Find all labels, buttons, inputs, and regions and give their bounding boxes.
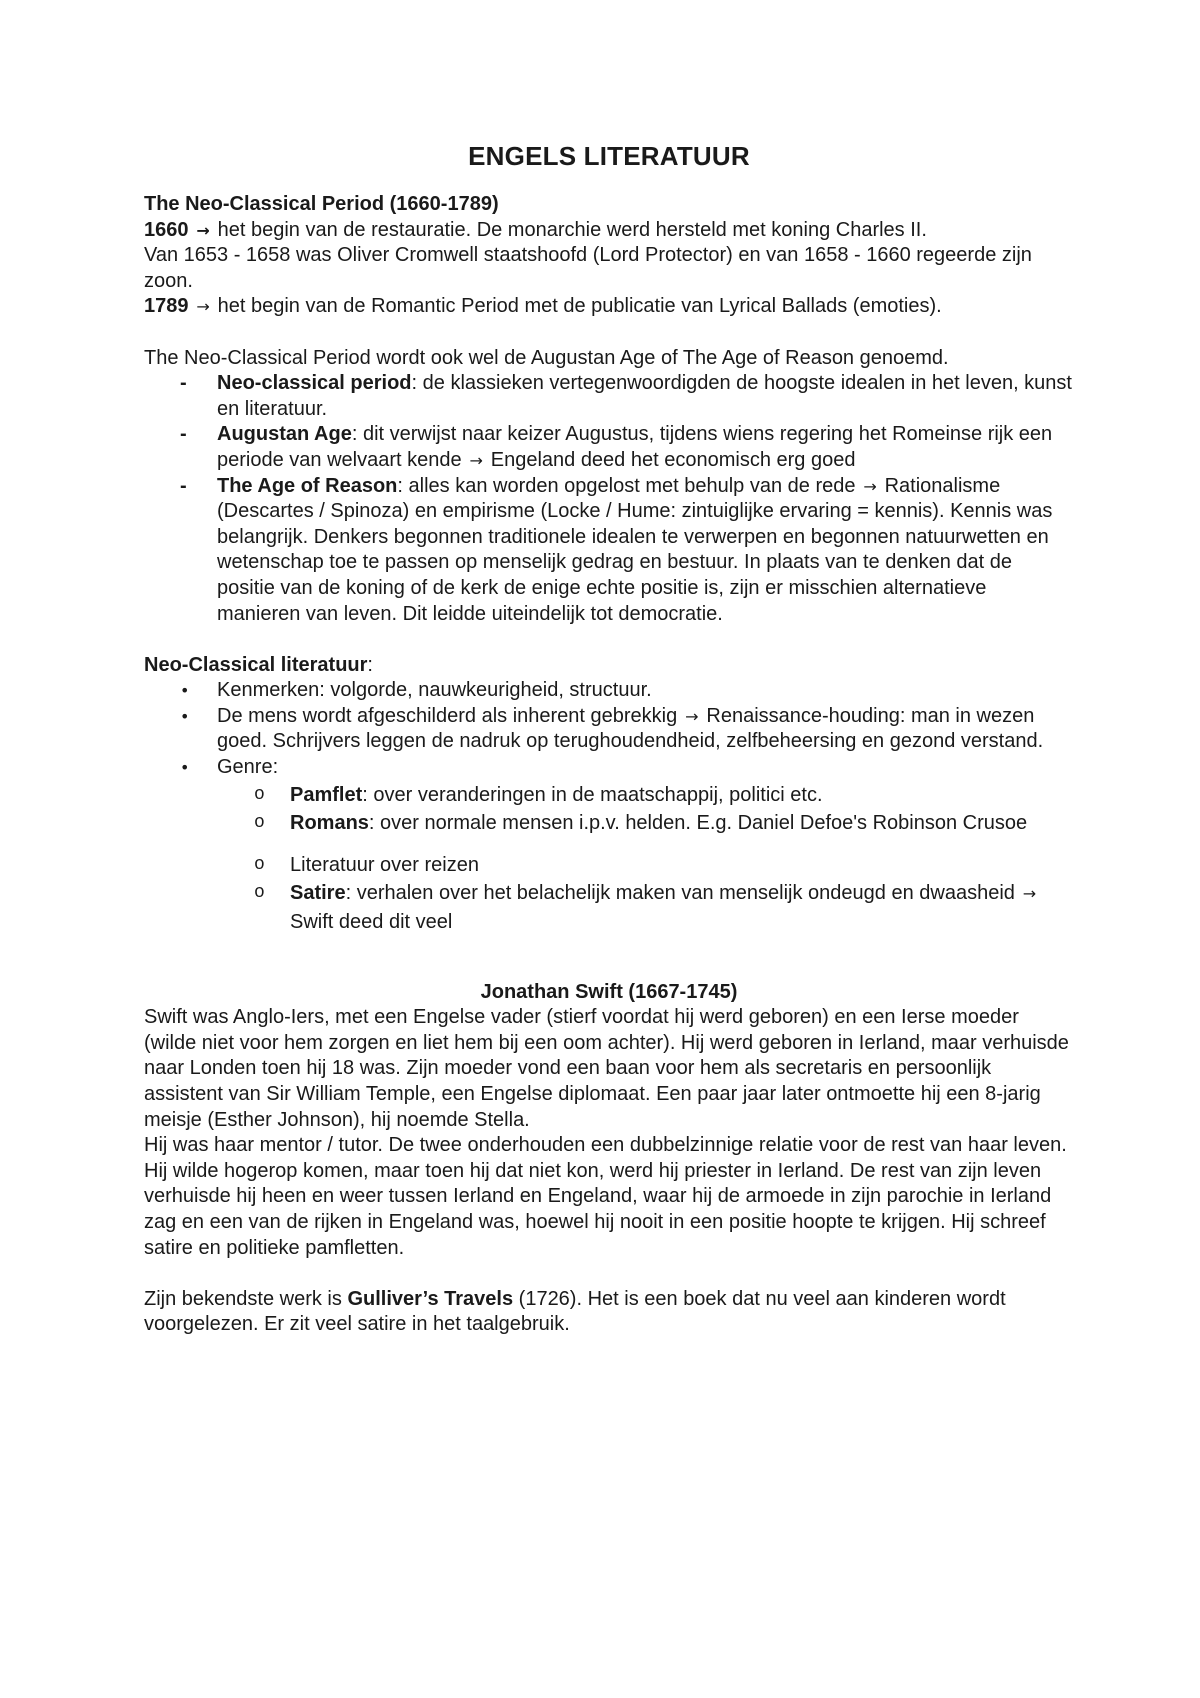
genre-list: [144, 781, 1074, 936]
term: Pamflet: [290, 783, 363, 806]
circle-marker: o: [254, 854, 265, 875]
term: Neo-classical period: [217, 372, 412, 395]
bullet-text-continued: Renaissance-houding: man in wezen goed. Schrijvers leggen de nadruk op terughoudendheid, zelfbeheersing en gezond verstand.: [217, 704, 1044, 753]
section-heading-literature: Neo-Classical literatuur:: [144, 653, 373, 676]
term: Augustan Age: [217, 423, 352, 446]
definition-continued: Engeland deed het economisch erg goed: [490, 448, 856, 471]
term: The Age of Reason: [217, 474, 398, 497]
year-1789-text: het begin van de Romantic Period met de publicatie van Lyrical Ballads (emoties).: [217, 295, 942, 318]
definition: : over normale mensen i.p.v. helden. E.g. Daniel Defoe's Robinson Crusoe: [368, 811, 1028, 834]
jonathan-swift-section: [144, 980, 1074, 1338]
year-1660-label: 1660: [144, 218, 189, 241]
list-item: [144, 704, 1074, 755]
list-item: [144, 422, 1074, 473]
year-1789-line: [144, 294, 1074, 320]
bullet-text: Kenmerken: volgorde, nauwkeurigheid, structuur.: [217, 679, 652, 702]
section-heading-swift: Jonathan Swift (1667-1745): [480, 980, 738, 1003]
list-item: [144, 851, 1074, 879]
page-title: ENGELS LITERATUUR: [468, 141, 750, 171]
swift-paragraph: Swift was Anglo-Iers, met een Engelse vader (stierf voordat hij werd geboren) en een Ierse moeder (wilde niet voor hem zorgen en liet hem bij een oom achter). Hij werd geboren in Ierland, maar verhuisde naar Londen toen hij 18 was. Zijn moeder vond een baan voor hem als secretaris en persoonlijk assistent van Sir William Temple, een Engelse diplomaat. Een paar jaar later ontmoette hij een 8-jarig meisje (Esther Johnson), hij noemde Stella.: [144, 1006, 1069, 1131]
term: Romans: [290, 811, 369, 834]
year-1660-line: [144, 218, 1074, 244]
year-1789-label: 1789: [144, 295, 189, 318]
spacer: [144, 936, 1074, 980]
list-item: [144, 879, 1074, 936]
arrow-right-icon: →: [863, 476, 877, 496]
list-item: [144, 781, 1074, 809]
characteristics-list: [144, 678, 1074, 935]
list-item: [144, 474, 1074, 628]
definition-continued: Rationalisme (Descartes / Spinoza) en empirisme (Locke / Hume: zintuiglijke ervaring = kennis). Kennis was belangrijk. Denkers begonnen traditionele idealen te verwerpen en begonnen natuurwetten en wetenschap toe te passen op menselijk gedrag en bestuur. In plaats van te denken dat de positie van de koning of de kerk de enige echte positie is, zijn er misschien alternatieve manieren van leven. Dit leidde uiteindelijk tot democratie.: [217, 474, 1053, 625]
neo-classical-section: [144, 192, 1074, 627]
dash-marker: -: [180, 474, 187, 497]
arrow-right-icon: →: [1022, 883, 1037, 903]
list-item: [144, 809, 1074, 837]
neo-classical-literature-section: [144, 653, 1074, 936]
definition: : alles kan worden opgelost met behulp van de rede: [397, 474, 856, 497]
bullet-marker: •: [180, 681, 190, 701]
year-1660-text: het begin van de restauratie. De monarchie werd hersteld met koning Charles II.: [217, 218, 927, 241]
bullet-text: Genre:: [217, 756, 279, 779]
spacer: [144, 320, 1074, 346]
period-names-list: [144, 371, 1074, 627]
term: Satire: [290, 881, 346, 904]
also-known-text: The Neo-Classical Period wordt ook wel de Augustan Age of The Age of Reason genoemd.: [144, 346, 949, 369]
list-item: [144, 371, 1074, 422]
bullet-text: De mens wordt afgeschilderd als inherent gebrekkig: [217, 704, 678, 727]
work-title: Gulliver’s Travels: [347, 1287, 514, 1310]
dash-marker: -: [180, 372, 187, 395]
arrow-right-icon: →: [685, 706, 699, 726]
list-item: [144, 678, 1074, 704]
spacer: [144, 837, 1074, 851]
definition-continued: Swift deed dit veel: [290, 910, 453, 933]
cromwell-text: Van 1653 - 1658 was Oliver Cromwell staatshoofd (Lord Protector) en van 1658 - 1660 regeerde zijn zoon.: [144, 244, 1032, 292]
swift-paragraph-works: Zijn bekendste werk is Gulliver’s Travels (1726). Het is een boek dat nu veel aan kinderen wordt voorgelezen. Er zit veel satire in het taalgebruik.: [144, 1287, 1006, 1336]
arrow-right-icon: →: [196, 220, 210, 240]
definition: : verhalen over het belachelijk maken van menselijk ondeugd en dwaasheid: [345, 881, 1015, 904]
genre-text: Literatuur over reizen: [290, 853, 479, 876]
bullet-marker: •: [180, 758, 190, 778]
definition: : dit verwijst naar keizer Augustus, tijdens wiens regering het Romeinse rijk een periode van welvaart kende: [217, 423, 1053, 471]
spacer: [144, 627, 1074, 653]
arrow-right-icon: →: [469, 450, 483, 470]
spacer: [144, 1261, 1074, 1287]
section-heading-neo-classical: The Neo-Classical Period (1660-1789): [144, 193, 499, 215]
circle-marker: o: [254, 882, 265, 903]
circle-marker: o: [254, 812, 265, 833]
swift-paragraph: Hij was haar mentor / tutor. De twee onderhouden een dubbelzinnige relatie voor de rest van haar leven. Hij wilde hogerop komen, maar toen hij dat niet kon, werd hij priester in Ierland. De rest van zijn leven verhuisde hij heen en weer tussen Ierland en Engeland, waar hij de armoede in zijn parochie in Ierland zag en een van de rijken in Engeland was, hoewel hij nooit in een positie hoopte te krijgen. Hij schreef satire en politieke pamfletten.: [144, 1134, 1067, 1259]
bullet-marker: •: [180, 706, 190, 726]
definition: : de klassieken vertegenwoordigden de hoogste idealen in het leven, kunst en literatuur.: [217, 372, 1072, 420]
arrow-right-icon: →: [196, 297, 210, 317]
definition: : over veranderingen in de maatschappij, politici etc.: [362, 783, 823, 806]
list-item: [144, 755, 1074, 936]
dash-marker: -: [180, 423, 187, 446]
circle-marker: o: [254, 784, 265, 805]
document-body: [144, 140, 1074, 1338]
